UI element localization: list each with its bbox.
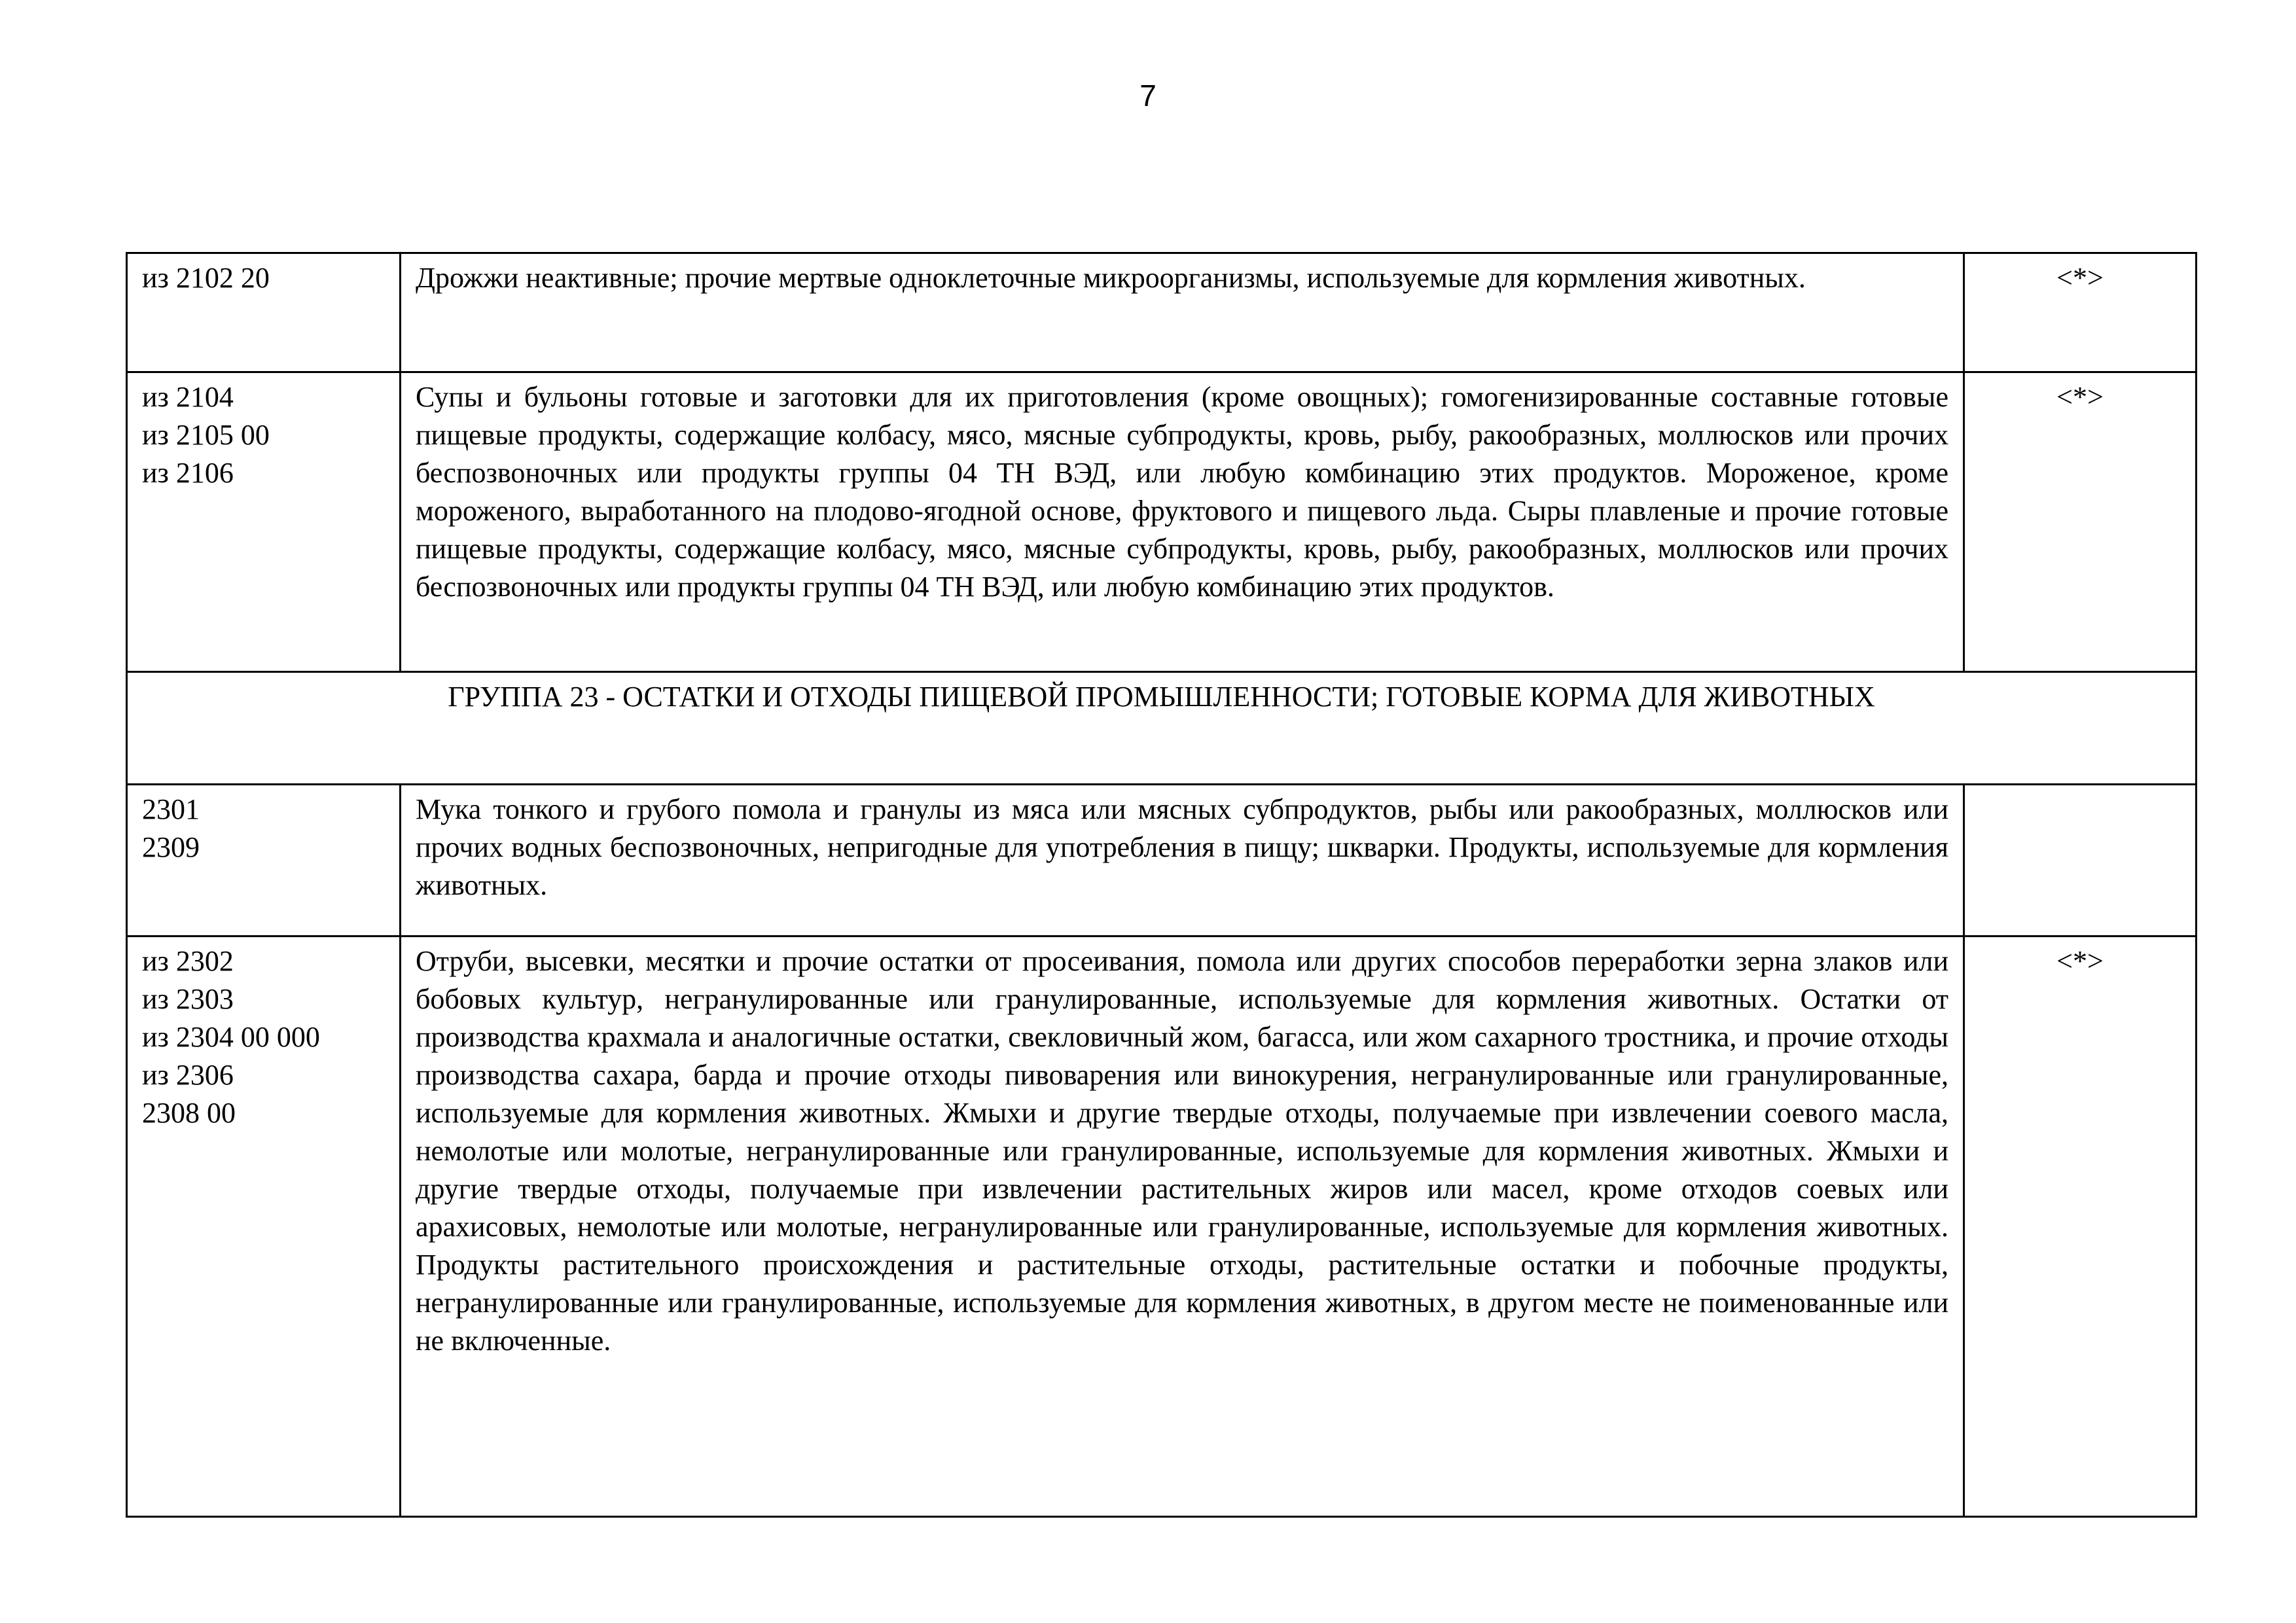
group-heading: ГРУППА 23 - ОСТАТКИ И ОТХОДЫ ПИЩЕВОЙ ПРОМЫШЛЕННОСТИ; ГОТОВЫЕ КОРМА ДЛЯ ЖИВОТНЫХ xyxy=(127,672,2197,785)
tariff-code: из 2306 xyxy=(142,1059,234,1091)
tariff-code: из 2302 xyxy=(142,945,234,977)
mark-cell xyxy=(1964,785,2197,936)
description-cell: Отруби, высевки, месятки и прочие остатки от просеивания, помола или других способов переработки зерна злаков или бобовых культур, негранулированные или гранулированные, используемые для кормления животных. Остатки от производства крахмала и аналогичные остатки, свекловичный жом, багасса, или жом сахарного тростника, и прочие отходы производства сахара, барда и прочие отходы пивоварения или винокурения, негранулированные или гранулированные, используемые для кормления животных. Жмыхи и другие твердые отходы, получаемые при извлечении соевого масла, немолотые или молотые, негранулированные или гранулированные, используемые для кормления животных. Жмыхи и другие твердые отходы, получаемые при извлечении растительных жиров или масел, кроме отходов соевых или арахисовых, немолотые или молотые, негранулированные или гранулированные, используемые для кормления животных. Продукты растительного происхождения и растительные отходы, растительные остатки и побочные продукты, негранулированные или гранулированные, используемые для кормления животных, в другом месте не поименованные или не включенные. xyxy=(401,936,1964,1517)
tariff-code: 2308 00 xyxy=(142,1097,236,1129)
description-cell: Супы и бульоны готовые и заготовки для их приготовления (кроме овощных); гомогенизированные составные готовые пищевые продукты, содержащие колбасу, мясо, мясные субпродукты, кровь, рыбу, ракообразных, моллюсков или прочих беспозвоночных или продукты группы 04 ТН ВЭД, или любую комбинацию этих продуктов. Мороженое, кроме мороженого, выработанного на плодово-ягодной основе, фруктового и пищевого льда. Сыры плавленые и прочие готовые пищевые продукты, содержащие колбасу, мясо, мясные субпродукты, кровь, рыбу, ракообразных, моллюсков или прочих беспозвоночных или продукты группы 04 ТН ВЭД, или любую комбинацию этих продуктов. xyxy=(401,372,1964,672)
tariff-code: 2309 xyxy=(142,831,200,863)
mark-cell: <*> xyxy=(1964,253,2197,372)
mark-cell: <*> xyxy=(1964,936,2197,1517)
tariff-code: из 2106 xyxy=(142,457,234,489)
description-cell: Мука тонкого и грубого помола и гранулы из мяса или мясных субпродуктов, рыбы или ракообразных, моллюсков или прочих водных беспозвоночных, непригодные для употребления в пищу; шкварки. Продукты, используемые для кормления животных. xyxy=(401,785,1964,936)
code-cell xyxy=(127,936,401,1517)
page-number: 7 xyxy=(1139,79,1157,113)
mark-cell: <*> xyxy=(1964,372,2197,672)
code-cell xyxy=(127,253,401,372)
tariff-code: из 2104 xyxy=(142,381,234,413)
table-row xyxy=(127,253,2197,372)
code-cell xyxy=(127,785,401,936)
tariff-code: 2301 xyxy=(142,793,200,825)
table-row xyxy=(127,785,2197,936)
code-cell xyxy=(127,372,401,672)
tariff-code: из 2304 00 000 xyxy=(142,1021,320,1053)
table-row xyxy=(127,936,2197,1517)
tariff-codes-table xyxy=(126,252,2197,1518)
table-row xyxy=(127,372,2197,672)
tariff-code: из 2303 xyxy=(142,983,234,1015)
tariff-code: из 2105 00 xyxy=(142,419,270,451)
description-cell: Дрожжи неактивные; прочие мертвые одноклеточные микроорганизмы, используемые для кормления животных. xyxy=(401,253,1964,372)
group-heading-row xyxy=(127,672,2197,785)
tariff-code: из 2102 20 xyxy=(142,262,270,294)
